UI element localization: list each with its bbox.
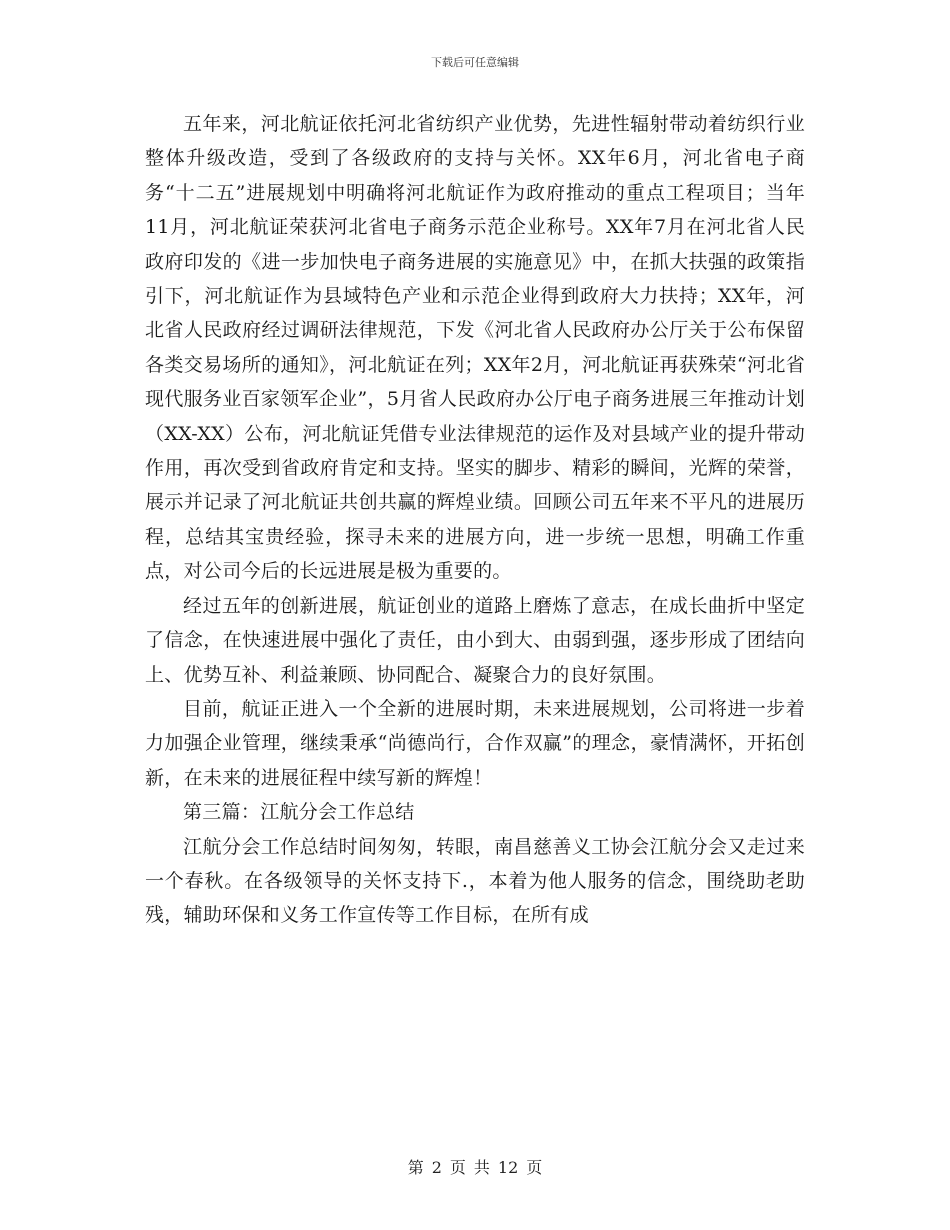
- section-heading: 第三篇：江航分会工作总结: [183, 801, 415, 824]
- page-header: 下载后可任意编辑: [431, 56, 519, 69]
- footer-ye: 页: [449, 1158, 466, 1177]
- footer-ye-end: 页: [526, 1158, 543, 1177]
- paragraph-1: 五年来，河北航证依托河北省纺织产业优势，先进性辐射带动着纺织行业整体升级改造，受到了各级政府的支持与关怀。XX年6月，河北省电子商务“十二五”进展规划中明确将河北航证作为政府推动的重点工程项目；当年11月，河北航证荣获河北省电子商务示范企业称号。XX年7月在河北省人民政府印发的《进一步加快电子商务进展的实施意见》中，在抓大扶强的政策指引下，河北航证作为县域特色产业和示范企业得到政府大力扶持；XX年，河北省人民政府经过调研法律规范，下发《河北省人民政府办公厅关于公布保留各类交易场所的通知》，河北航证在列；XX年2月，河北航证再获殊荣“河北省现代服务业百家领军企业”，5月省人民政府办公厅电子商务进展三年推动计划（XX-XX）公布，河北航证凭借专业法律规范的运作及对县域产业的提升带动作用，再次受到省政府肯定和支持。坚实的脚步、精彩的瞬间，光辉的荣誉，展示并记录了河北航证共创共赢的辉煌业绩。回顾公司五年来不平凡的进展历程，总结其宝贵经验，探寻未来的进展方向，进一步统一思想，明确工作重点，对公司今后的长远进展是极为重要的。: [145, 113, 805, 583]
- document-body: [145, 107, 805, 933]
- footer-gong: 共: [473, 1158, 490, 1177]
- footer-current-page: 2: [431, 1158, 442, 1177]
- footer-total-pages: 12: [497, 1158, 519, 1177]
- paragraph-3: 目前，航证正进入一个全新的进展时期，未来进展规划，公司将进一步着力加强企业管理，继续秉承“尚德尚行，合作双赢”的理念，豪情满怀，开拓创新，在未来的进展征程中续写新的辉煌！: [145, 697, 805, 789]
- section-paragraph: 江航分会工作总结时间匆匆，转眼，南昌慈善义工协会江航分会又走过来一个春秋。在各级领导的关怀支持下.，本着为他人服务的信念，围绕助老助残，辅助环保和义务工作宣传等工作目标，在所有成: [145, 835, 805, 927]
- paragraph-2: 经过五年的创新进展，航证创业的道路上磨炼了意志，在成长曲折中坚定了信念，在快速进展中强化了责任，由小到大、由弱到强，逐步形成了团结向上、优势互补、利益兼顾、协同配合、凝聚合力的良好氛围。: [145, 594, 805, 686]
- page-footer: [0, 1155, 950, 1178]
- footer-di: 第: [407, 1158, 424, 1177]
